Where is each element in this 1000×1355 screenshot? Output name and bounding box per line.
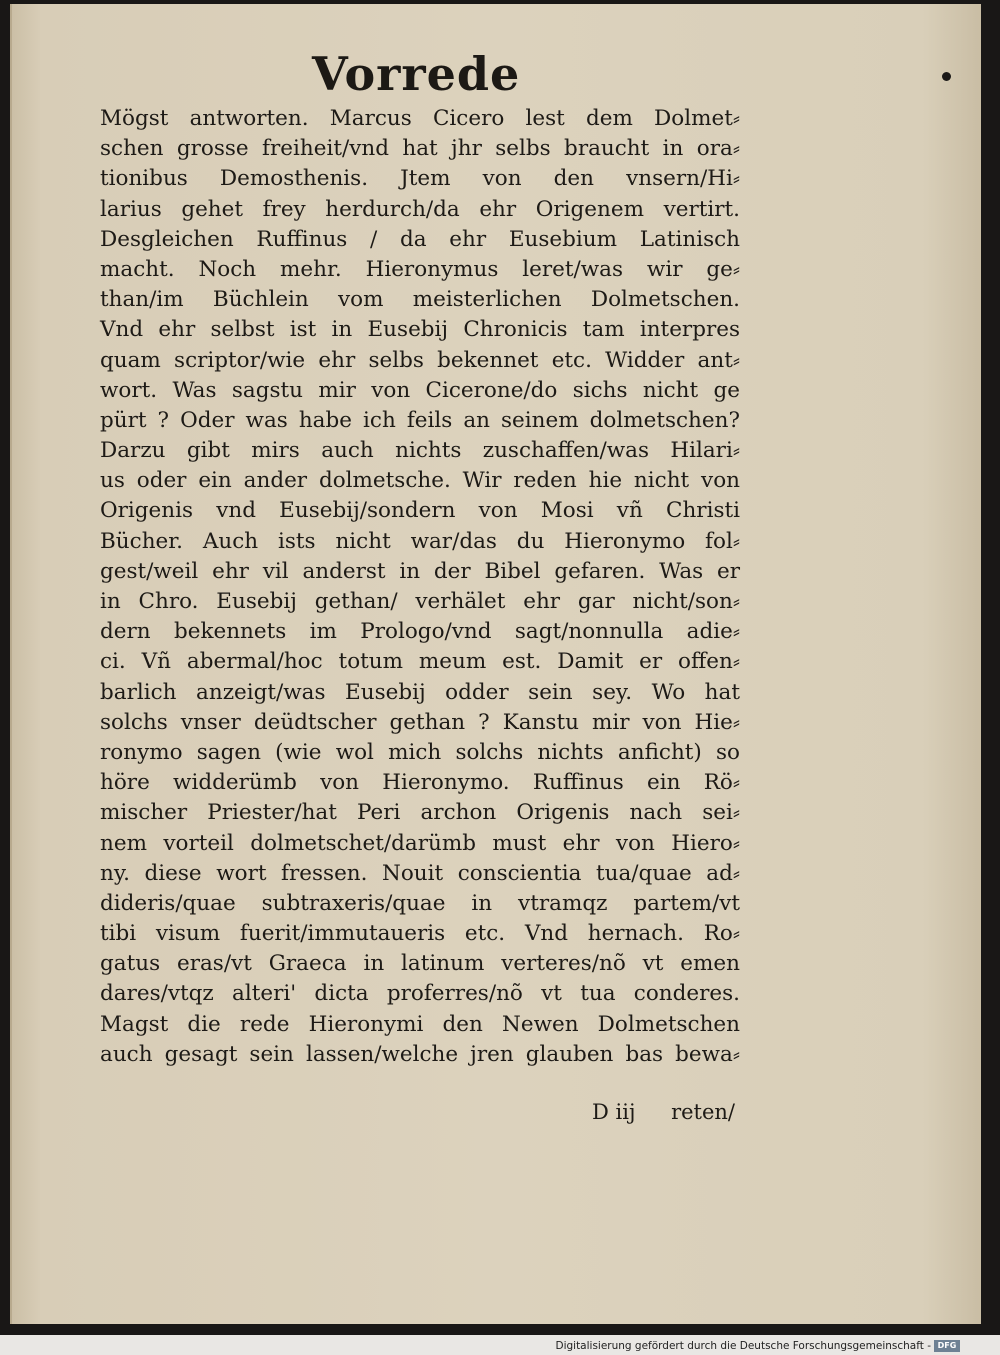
text-line: pürt ? Oder was habe ich feils an seinem dolmetschen? (100, 407, 740, 433)
text-line: tibi visum fuerit/immutaueris etc. Vnd hernach. Ro⸗ (100, 921, 740, 947)
text-line: Darzu gibt mirs auch nichts zuschaffen/was Hilari⸗ (100, 438, 740, 464)
book-page (10, 4, 981, 1324)
catchword: reten/ (671, 1100, 735, 1124)
text-line: auch gesagt sein lassen/welche jren glauben bas bewa⸗ (100, 1041, 740, 1067)
text-line: ronymo sagen (wie wol mich solchs nichts anficht) so (100, 739, 740, 765)
text-line: Mögst antworten. Marcus Cicero lest dem Dolmet⸗ (100, 106, 740, 131)
text-line: dern bekennets im Prologo/vnd sagt/nonnulla adie⸗ (100, 619, 740, 645)
text-line: nem vorteil dolmetschet/darümb must ehr von Hiero⸗ (100, 830, 740, 856)
footer-credit (555, 1339, 960, 1353)
text-line: ci. Vñ abermal/hoc totum meum est. Damit er offen⸗ (100, 649, 740, 675)
footer-text: Digitalisierung gefördert durch die Deutsche Forschungsgemeinschaft - (555, 1340, 931, 1352)
text-line: in Chro. Eusebij gethan/ verhälet ehr gar nicht/son⸗ (100, 589, 740, 614)
text-line: Magst die rede Hieronymi den Newen Dolmetschen (100, 1011, 740, 1037)
text-line: höre widderümb von Hieronymo. Ruffinus ein Rö⸗ (100, 770, 740, 796)
text-line: gest/weil ehr vil anderst in der Bibel gefaren. Was er (100, 558, 740, 584)
text-line: Desgleichen Ruffinus / da ehr Eusebium Latinisch (100, 226, 740, 252)
text-line: tionibus Demosthenis. Jtem von den vnsern/Hi⸗ (100, 166, 740, 192)
page-heading: Vorrede (312, 47, 521, 101)
text-line: Vnd ehr selbst ist in Eusebij Chronicis tam interpres (100, 317, 740, 343)
text-line: dares/vtqz alteri' dicta proferres/nõ vt tua conderes. (100, 981, 740, 1007)
text-line: wort. Was sagstu mir von Cicerone/do sichs nicht ge (100, 377, 740, 403)
text-line: Origenis vnd Eusebij/sondern von Mosi vñ Christi (100, 498, 740, 524)
text-line: ny. diese wort fressen. Nouit conscientia tua/quae ad⸗ (100, 860, 740, 886)
text-line: mischer Priester/hat Peri archon Origenis nach sei⸗ (100, 800, 740, 826)
text-line: solchs vnser deüdtscher gethan ? Kanstu mir von Hie⸗ (100, 709, 740, 735)
ink-dot (942, 72, 951, 81)
text-line: barlich anzeigt/was Eusebij odder sein sey. Wo hat (100, 679, 740, 705)
text-line: gatus eras/vt Graeca in latinum verteres/nõ vt emen (100, 951, 740, 977)
text-line: macht. Noch mehr. Hieronymus leret/was wir ge⸗ (100, 256, 740, 282)
text-line: quam scriptor/wie ehr selbs bekennet etc. Widder ant⸗ (100, 347, 740, 373)
body-text (100, 104, 740, 1070)
signature-mark: D iij (592, 1100, 636, 1124)
text-line: dideris/quae subtraxeris/quae in vtramqz partem/vt (100, 890, 740, 916)
text-line: Bücher. Auch ists nicht war/das du Hieronymo fol⸗ (100, 528, 740, 554)
dfg-logo: DFG (934, 1340, 960, 1352)
text-line: larius gehet frey herdurch/da ehr Origenem vertirt. (100, 196, 740, 222)
text-line: us oder ein ander dolmetsche. Wir reden hie nicht von (100, 468, 740, 494)
text-line: than/im Büchlein vom meisterlichen Dolmetschen. (100, 287, 740, 313)
text-line: schen grosse freiheit/vnd hat jhr selbs braucht in ora⸗ (100, 136, 740, 162)
